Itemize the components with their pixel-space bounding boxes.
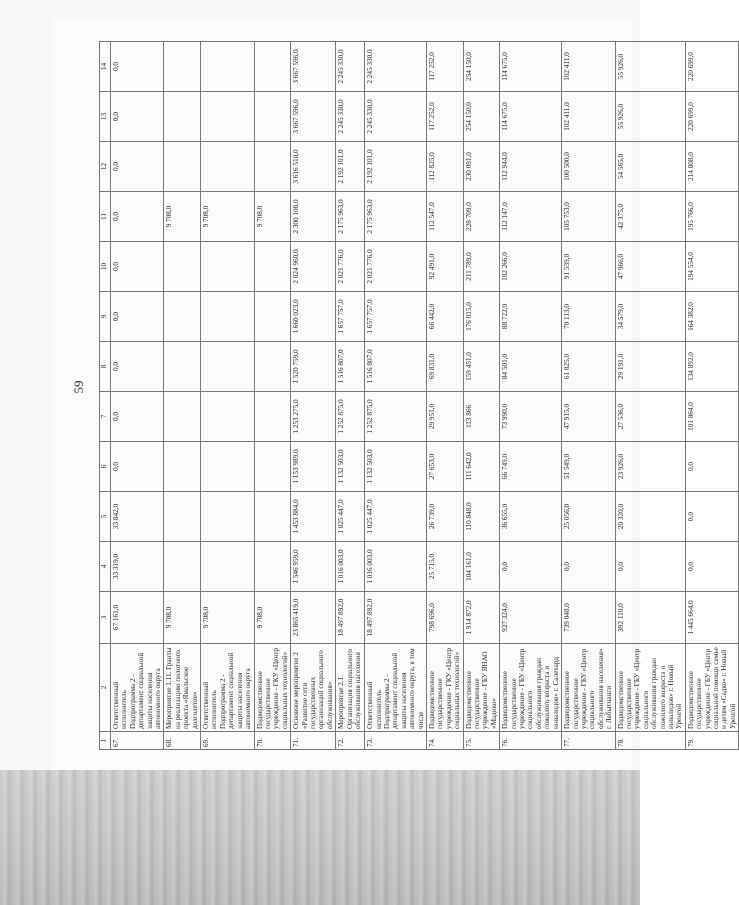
value-cell: 1 657 757,0	[365, 292, 427, 342]
value-cell: 392 110,0	[615, 592, 685, 644]
row-name: Ответственный исполнитель Подпрограмма 2 - департамент социальной защиты населения автономного округа	[201, 644, 254, 732]
row-number: 71.	[291, 732, 336, 750]
value-cell: 112 944,0	[500, 142, 562, 192]
value-cell	[254, 42, 291, 92]
table-row	[164, 42, 201, 750]
table-row	[365, 42, 427, 750]
value-cell: 20 320,0	[615, 492, 685, 542]
value-cell: 2 245 330,0	[365, 92, 427, 142]
value-cell: 1 025 447,0	[365, 492, 427, 542]
value-cell: 23 865 419,0	[291, 592, 336, 644]
row-name: Подведомственное государственное учреждение - ГКУ «Центр социальных технологий»	[254, 644, 291, 732]
value-cell: 33 842,0	[111, 492, 164, 542]
column-number-7: 7	[100, 392, 111, 442]
value-cell: 9 708,0	[254, 592, 291, 644]
value-cell: 36 655,0	[500, 492, 562, 542]
value-cell: 102 411,0	[562, 92, 615, 142]
value-cell: 113 866	[463, 392, 500, 442]
value-cell: 100 500,0	[562, 142, 615, 192]
column-number-13: 13	[100, 92, 111, 142]
column-number-3: 3	[100, 592, 111, 644]
value-cell: 220 699,0	[685, 42, 738, 92]
value-cell: 51 549,0	[562, 442, 615, 492]
value-cell: 214 808,0	[685, 142, 738, 192]
value-cell: 228 709,0	[463, 192, 500, 242]
value-cell: 1 132 503,0	[336, 442, 365, 492]
column-number-6: 6	[100, 442, 111, 492]
value-cell: 2 021 776,0	[365, 242, 427, 292]
value-cell	[254, 492, 291, 542]
value-cell: 0,0	[111, 142, 164, 192]
value-cell	[254, 442, 291, 492]
value-cell: 25 715,0	[427, 542, 464, 592]
value-cell: 112 825,0	[427, 142, 464, 192]
column-number-8: 8	[100, 342, 111, 392]
value-cell	[164, 542, 201, 592]
value-cell: 23 926,0	[615, 442, 685, 492]
value-cell: 101 864,0	[685, 392, 738, 442]
value-cell	[201, 492, 254, 542]
value-cell	[254, 242, 291, 292]
value-cell: 117 252,0	[427, 42, 464, 92]
value-cell: 9 708,0	[254, 192, 291, 242]
value-cell	[164, 92, 201, 142]
value-cell: 1 516 807,0	[336, 342, 365, 392]
table-row	[336, 42, 365, 750]
row-number: 76.	[500, 732, 562, 750]
value-cell	[164, 392, 201, 442]
value-cell	[164, 342, 201, 392]
value-cell: 73 990,0	[500, 392, 562, 442]
table-body	[111, 42, 739, 750]
value-cell: 0,0	[111, 442, 164, 492]
value-cell: 927 324,0	[500, 592, 562, 644]
value-cell	[201, 392, 254, 442]
value-cell	[201, 242, 254, 292]
value-cell: 54 565,0	[615, 142, 685, 192]
budget-table	[99, 41, 739, 750]
value-cell: 2 192 101,0	[336, 142, 365, 192]
row-number: 79.	[685, 732, 738, 750]
value-cell: 2 175 963,0	[336, 192, 365, 242]
value-cell: 1 657 757,0	[336, 292, 365, 342]
column-number-9: 9	[100, 292, 111, 342]
value-cell	[201, 442, 254, 492]
row-name: Основное мероприятие 2 «Развитие сети государственных организаций социального обслуживания»	[291, 644, 336, 732]
value-cell: 61 825,0	[562, 342, 615, 392]
value-cell: 117 252,0	[427, 92, 464, 142]
table-row	[615, 42, 685, 750]
value-cell	[201, 92, 254, 142]
value-cell: 112 147,0	[500, 192, 562, 242]
column-number-2: 2	[100, 644, 111, 732]
value-cell	[201, 42, 254, 92]
value-cell: 34 579,0	[615, 292, 685, 342]
value-cell: 18 497 892,0	[365, 592, 427, 644]
value-cell: 254 150,0	[463, 42, 500, 92]
value-cell: 2 245 330,0	[365, 42, 427, 92]
value-cell	[254, 542, 291, 592]
value-cell: 9 708,0	[201, 592, 254, 644]
value-cell: 66 442,0	[427, 292, 464, 342]
value-cell: 1 153 989,0	[291, 442, 336, 492]
value-cell: 0,0	[685, 442, 738, 492]
value-cell: 2 021 776,0	[336, 242, 365, 292]
value-cell: 159 451,0	[463, 342, 500, 392]
value-cell: 3 667 596,0	[291, 42, 336, 92]
value-cell: 739 048,0	[562, 592, 615, 644]
column-number-4: 4	[100, 542, 111, 592]
table-row	[254, 42, 291, 750]
table-row	[111, 42, 164, 750]
row-number: 73.	[365, 732, 427, 750]
value-cell: 1 546 959,0	[291, 542, 336, 592]
value-cell: 1 252 875,0	[336, 392, 365, 442]
value-cell: 254 150,0	[463, 92, 500, 142]
value-cell: 25 056,0	[562, 492, 615, 542]
value-cell: 176 015,0	[463, 292, 500, 342]
value-cell: 0,0	[685, 492, 738, 542]
column-number-row	[100, 42, 111, 750]
value-cell: 1 453 884,0	[291, 492, 336, 542]
value-cell: 3 616 510,0	[291, 142, 336, 192]
value-cell: 0,0	[685, 542, 738, 592]
value-cell: 0,0	[111, 42, 164, 92]
row-number: 75.	[463, 732, 500, 750]
value-cell: 29 951,0	[427, 392, 464, 442]
row-name: Подведомственное государственное учреждение - ГБУ «Центр социальной помощи семье и детям «Садко» г. Новый Уренгой	[685, 644, 738, 732]
value-cell	[164, 242, 201, 292]
scanner-edge-shade	[0, 770, 640, 905]
value-cell: 1 660 023,0	[291, 292, 336, 342]
rotated-table-container	[99, 42, 737, 750]
row-name: Подведомственное государственное учреждение - ГБУ ЯНАО «Мадико»	[463, 644, 500, 732]
row-name: Мероприятие 2.1. Организация социального обслуживания населения	[336, 644, 365, 732]
value-cell: 27 653,0	[427, 442, 464, 492]
table-row	[500, 42, 562, 750]
value-cell	[201, 542, 254, 592]
value-cell: 9 708,0	[164, 192, 201, 242]
row-name: Ответственный исполнитель Подпрограмма 2 - департамент социальной защиты населения автономного округа, в том числе	[365, 644, 427, 732]
row-name: Подведомственное государственное учреждение - ГБУ «Центр социального обслуживания граждан пожилого возраста и инвалидов» г. Новый Уренгой	[615, 644, 685, 732]
value-cell: 27 536,0	[615, 392, 685, 442]
value-cell	[164, 292, 201, 342]
value-cell: 0,0	[111, 192, 164, 242]
value-cell: 47 966,0	[615, 242, 685, 292]
value-cell: 2 245 330,0	[336, 42, 365, 92]
row-number: 67.	[111, 732, 164, 750]
value-cell: 91 539,0	[562, 242, 615, 292]
value-cell: 0,0	[111, 392, 164, 442]
value-cell: 67 161,0	[111, 592, 164, 644]
row-number: 74.	[427, 732, 464, 750]
value-cell: 26 739,0	[427, 492, 464, 542]
value-cell: 110 848,0	[463, 492, 500, 542]
column-number-11: 11	[100, 192, 111, 242]
row-number: 68.	[164, 732, 201, 750]
value-cell: 2 245 330,0	[336, 92, 365, 142]
value-cell	[254, 342, 291, 392]
value-cell	[254, 92, 291, 142]
value-cell: 1 520 759,0	[291, 342, 336, 392]
value-cell: 114 675,0	[500, 42, 562, 92]
value-cell: 112 547,0	[427, 192, 464, 242]
value-cell	[164, 42, 201, 92]
column-number-10: 10	[100, 242, 111, 292]
value-cell: 0,0	[500, 542, 562, 592]
value-cell: 2 300 108,0	[291, 192, 336, 242]
value-cell: 111 642,0	[463, 442, 500, 492]
value-cell: 211 789,0	[463, 242, 500, 292]
row-name: Ответственный исполнитель Подпрограмма 2 - департамент социальной защиты населения автономного округа	[111, 644, 164, 732]
value-cell: 0,0	[111, 342, 164, 392]
page-number: 59	[71, 380, 86, 394]
table-row	[291, 42, 336, 750]
value-cell: 1 516 807,0	[365, 342, 427, 392]
value-cell: 18 497 892,0	[336, 592, 365, 644]
row-number: 70.	[254, 732, 291, 750]
value-cell: 0,0	[562, 542, 615, 592]
column-number-14: 14	[100, 42, 111, 92]
value-cell: 230 091,0	[463, 142, 500, 192]
value-cell: 105 753,0	[562, 192, 615, 242]
row-name: Подведомственное государственное учреждение - ГБУ «Центр социального обслуживания населения» г. Лабытнанги	[562, 644, 615, 732]
value-cell: 1 445 664,0	[685, 592, 738, 644]
value-cell: 69 831,0	[427, 342, 464, 392]
value-cell: 1 252 875,0	[365, 392, 427, 442]
column-number-1: 1	[100, 732, 111, 750]
value-cell: 1 253 275,0	[291, 392, 336, 442]
value-cell: 798 696,0	[427, 592, 464, 644]
value-cell: 102 266,0	[500, 242, 562, 292]
row-number: 72.	[336, 732, 365, 750]
row-name: Мероприятие 1.11. Гранты на реализацию пилотного проекта «Ямальское долголетие»	[164, 644, 201, 732]
value-cell: 164 382,0	[685, 292, 738, 342]
value-cell: 220 699,0	[685, 92, 738, 142]
value-cell: 0,0	[111, 292, 164, 342]
value-cell: 42 375,0	[615, 192, 685, 242]
value-cell: 134 892,0	[685, 342, 738, 392]
value-cell	[201, 342, 254, 392]
value-cell: 1 025 447,0	[336, 492, 365, 542]
value-cell: 70 113,0	[562, 292, 615, 342]
value-cell: 0,0	[111, 242, 164, 292]
row-number: 78.	[615, 732, 685, 750]
value-cell	[164, 492, 201, 542]
value-cell: 3 667 596,0	[291, 92, 336, 142]
value-cell: 47 915,0	[562, 392, 615, 442]
value-cell: 2 175 963,0	[365, 192, 427, 242]
value-cell: 1 132 503,0	[365, 442, 427, 492]
value-cell: 194 554,0	[685, 242, 738, 292]
value-cell: 1 016 003,0	[365, 542, 427, 592]
value-cell: 2 192 101,0	[365, 142, 427, 192]
row-name: Подведомственное государственное учреждение - ГБУ «Центр социального обслуживания граждан пожилого возраста и инвалидов» г. Салехард	[500, 644, 562, 732]
value-cell: 195 766,0	[685, 192, 738, 242]
value-cell: 66 749,0	[500, 442, 562, 492]
table-row	[201, 42, 254, 750]
value-cell	[201, 142, 254, 192]
value-cell: 1 914 872,0	[463, 592, 500, 644]
value-cell: 2 024 960,0	[291, 242, 336, 292]
row-name: Подведомственное государственное учреждение - ГКУ «Центр социальных технологий»	[427, 644, 464, 732]
value-cell: 84 501,0	[500, 342, 562, 392]
value-cell	[254, 292, 291, 342]
value-cell: 114 675,0	[500, 92, 562, 142]
table-row	[427, 42, 464, 750]
table-row	[562, 42, 615, 750]
value-cell: 104 161,0	[463, 542, 500, 592]
column-number-12: 12	[100, 142, 111, 192]
value-cell: 55 926,0	[615, 92, 685, 142]
value-cell: 33 319,0	[111, 542, 164, 592]
value-cell: 9 708,0	[201, 192, 254, 242]
value-cell: 92 491,0	[427, 242, 464, 292]
value-cell	[201, 292, 254, 342]
row-number: 69.	[201, 732, 254, 750]
value-cell: 1 016 003,0	[336, 542, 365, 592]
column-number-5: 5	[100, 492, 111, 542]
value-cell: 0,0	[111, 92, 164, 142]
table-row	[463, 42, 500, 750]
value-cell	[254, 142, 291, 192]
value-cell: 55 926,0	[615, 42, 685, 92]
value-cell	[164, 142, 201, 192]
value-cell: 9 708,0	[164, 592, 201, 644]
value-cell	[164, 442, 201, 492]
row-number: 77.	[562, 732, 615, 750]
table-row	[685, 42, 738, 750]
value-cell	[254, 392, 291, 442]
value-cell: 102 411,0	[562, 42, 615, 92]
value-cell: 0,0	[615, 542, 685, 592]
value-cell: 88 722,0	[500, 292, 562, 342]
value-cell: 29 191,0	[615, 342, 685, 392]
